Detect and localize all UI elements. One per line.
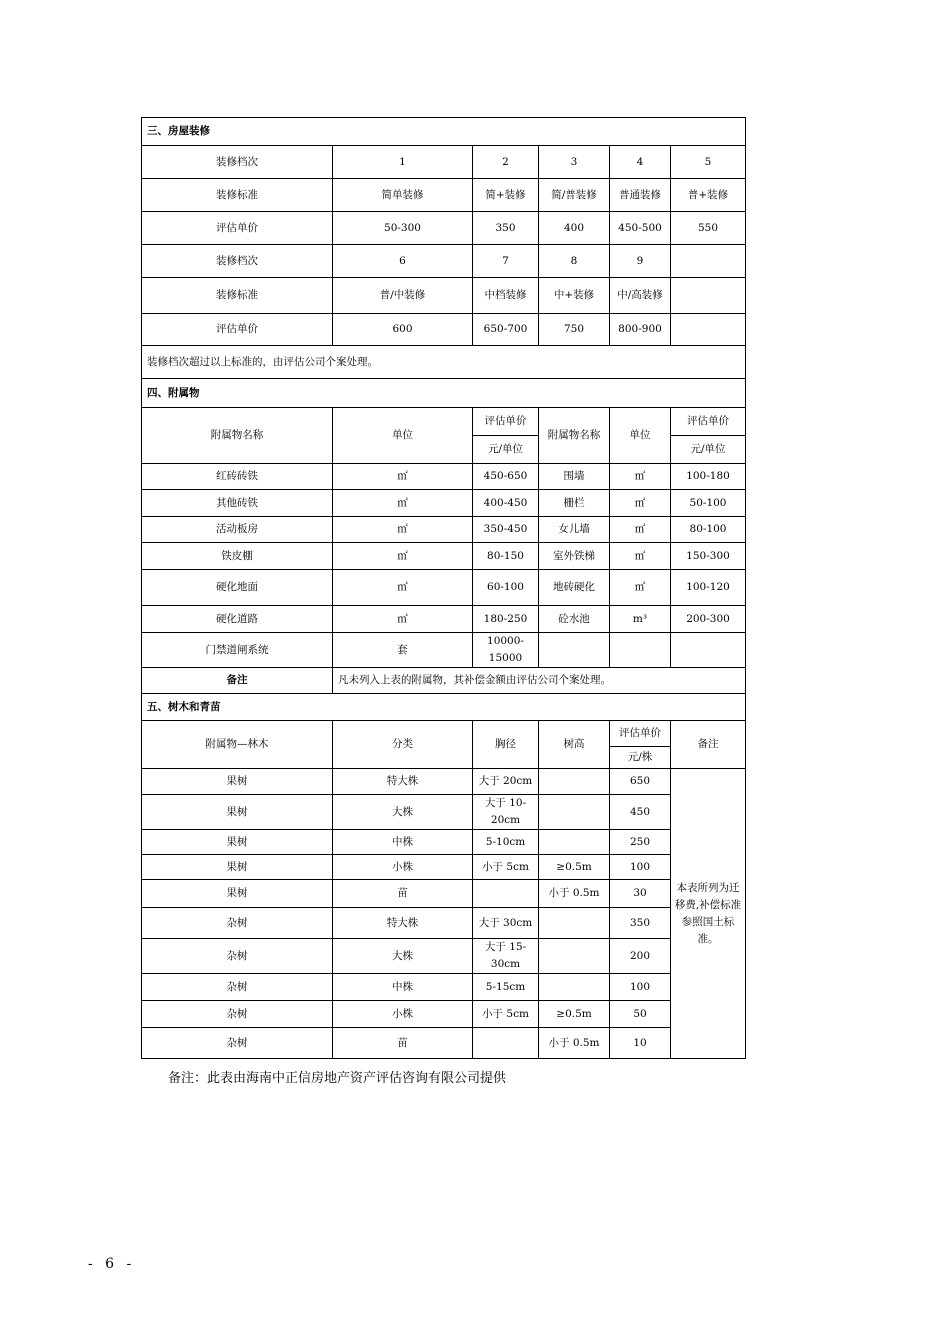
attachment-price: 100-180 — [671, 464, 746, 490]
decoration-value: 2 — [473, 146, 539, 179]
decoration-value: 简单装修 — [333, 179, 473, 212]
decoration-value: 中档装修 — [473, 278, 539, 314]
decoration-value: 9 — [610, 245, 671, 278]
tree-height — [539, 769, 610, 795]
tree-category: 小株 — [333, 855, 473, 880]
attachment-unit: ㎡ — [333, 464, 473, 490]
header-height: 树高 — [539, 721, 610, 769]
tree-category: 小株 — [333, 1001, 473, 1028]
tree-price: 250 — [610, 830, 671, 855]
tree-category: 大株 — [333, 795, 473, 830]
tree-diameter — [473, 1028, 539, 1059]
tree-price: 350 — [610, 908, 671, 939]
header-price-2: 评估单价 — [671, 408, 746, 436]
attachment-unit: ㎡ — [333, 606, 473, 633]
attachment-price: 10000-15000 — [473, 633, 539, 668]
attachment-row — [142, 570, 746, 606]
attachment-name: 砼水池 — [539, 606, 610, 633]
tree-price: 10 — [610, 1028, 671, 1059]
attachment-price: 400-450 — [473, 490, 539, 517]
decoration-value: 中/高装修 — [610, 278, 671, 314]
attachment-row — [142, 543, 746, 570]
decoration-value: 6 — [333, 245, 473, 278]
decoration-value: 400 — [539, 212, 610, 245]
header-unit: 单位 — [333, 408, 473, 464]
tree-row — [142, 1028, 746, 1059]
header-tree-name: 附属物—林木 — [142, 721, 333, 769]
decoration-value: 简+装修 — [473, 179, 539, 212]
attachment-name: 硬化地面 — [142, 570, 333, 606]
row-label: 装修档次 — [142, 146, 333, 179]
tree-price: 200 — [610, 939, 671, 974]
tree-name: 杂树 — [142, 1001, 333, 1028]
attachment-unit: ㎡ — [610, 490, 671, 517]
header-tree-price: 评估单价 — [610, 721, 671, 747]
attachment-row — [142, 490, 746, 517]
row-label: 装修标准 — [142, 179, 333, 212]
tree-name: 杂树 — [142, 908, 333, 939]
trees-header-row — [142, 721, 746, 747]
tree-row — [142, 908, 746, 939]
decoration-row — [142, 146, 746, 179]
attachment-name: 女儿墙 — [539, 517, 610, 543]
attachment-price: 450-650 — [473, 464, 539, 490]
decoration-row — [142, 179, 746, 212]
tree-diameter: 小于 5cm — [473, 1001, 539, 1028]
tree-price: 100 — [610, 974, 671, 1001]
decoration-value: 50-300 — [333, 212, 473, 245]
section-title-decoration: 三、房屋装修 — [142, 118, 746, 146]
attachment-name: 其他砖铁 — [142, 490, 333, 517]
empty-cell — [671, 245, 746, 278]
decoration-value: 800-900 — [610, 314, 671, 346]
header-diameter: 胸径 — [473, 721, 539, 769]
attachment-price: 150-300 — [671, 543, 746, 570]
attachment-row — [142, 464, 746, 490]
footnote: 备注：此表由海南中正信房地产资产评估咨询有限公司提供 — [168, 1071, 507, 1086]
row-label: 装修标准 — [142, 278, 333, 314]
tree-name: 杂树 — [142, 1028, 333, 1059]
header-price-unit: 元/单位 — [473, 436, 539, 464]
tree-row — [142, 974, 746, 1001]
attachments-remark: 凡未列入上表的附属物，其补偿金额由评估公司个案处理。 — [333, 668, 746, 694]
tree-name: 果树 — [142, 795, 333, 830]
valuation-table — [141, 117, 746, 1059]
tree-height: ≥0.5m — [539, 1001, 610, 1028]
row-label: 评估单价 — [142, 314, 333, 346]
tree-price: 450 — [610, 795, 671, 830]
empty-cell — [671, 278, 746, 314]
section-title-attachments: 四、附属物 — [142, 379, 746, 408]
decoration-value: 450-500 — [610, 212, 671, 245]
tree-diameter: 5-15cm — [473, 974, 539, 1001]
header-remark: 备注 — [671, 721, 746, 769]
tree-row — [142, 880, 746, 908]
decoration-row — [142, 245, 746, 278]
attachment-name: 栅栏 — [539, 490, 610, 517]
tree-row — [142, 769, 746, 795]
tree-height — [539, 974, 610, 1001]
attachment-unit: ㎡ — [610, 517, 671, 543]
attachment-name: 活动板房 — [142, 517, 333, 543]
attachment-price: 50-100 — [671, 490, 746, 517]
attachment-name: 围墙 — [539, 464, 610, 490]
section-header-row — [142, 379, 746, 408]
header-unit-2: 单位 — [610, 408, 671, 464]
attachment-unit: ㎡ — [333, 543, 473, 570]
attachment-unit: ㎡ — [333, 570, 473, 606]
remark-row — [142, 668, 746, 694]
attachment-unit: m³ — [610, 606, 671, 633]
decoration-value: 中+装修 — [539, 278, 610, 314]
attachment-price: 80-150 — [473, 543, 539, 570]
tree-diameter — [473, 880, 539, 908]
header-category: 分类 — [333, 721, 473, 769]
decoration-row — [142, 278, 746, 314]
attachment-unit: ㎡ — [610, 570, 671, 606]
tree-height — [539, 830, 610, 855]
tree-height — [539, 908, 610, 939]
attachment-unit: ㎡ — [610, 464, 671, 490]
attachment-price: 80-100 — [671, 517, 746, 543]
attachment-unit: ㎡ — [333, 517, 473, 543]
decoration-value: 600 — [333, 314, 473, 346]
header-attachment-name-2: 附属物名称 — [539, 408, 610, 464]
tree-row — [142, 795, 746, 830]
decoration-row — [142, 212, 746, 245]
decoration-value: 350 — [473, 212, 539, 245]
tree-height — [539, 939, 610, 974]
tree-name: 杂树 — [142, 974, 333, 1001]
section-header-row — [142, 118, 746, 146]
tree-name: 果树 — [142, 880, 333, 908]
decoration-row — [142, 314, 746, 346]
tree-diameter: 5-10cm — [473, 830, 539, 855]
tree-row — [142, 830, 746, 855]
tree-diameter: 小于 5cm — [473, 855, 539, 880]
tree-height: ≥0.5m — [539, 855, 610, 880]
remark-label: 备注 — [142, 668, 333, 694]
tree-category: 中株 — [333, 974, 473, 1001]
tree-category: 特大株 — [333, 769, 473, 795]
attachment-price: 100-120 — [671, 570, 746, 606]
row-label: 评估单价 — [142, 212, 333, 245]
attachment-name: 门禁道闸系统 — [142, 633, 333, 668]
attachment-name: 硬化道路 — [142, 606, 333, 633]
attachment-name: 室外铁梯 — [539, 543, 610, 570]
attachment-name: 铁皮棚 — [142, 543, 333, 570]
tree-diameter: 大于 15-30cm — [473, 939, 539, 974]
decoration-value: 8 — [539, 245, 610, 278]
attachments-header-row — [142, 408, 746, 436]
decoration-value: 1 — [333, 146, 473, 179]
attachment-price: 180-250 — [473, 606, 539, 633]
decoration-note: 装修档次超过以上标准的，由评估公司个案处理。 — [142, 346, 746, 379]
attachment-price — [671, 633, 746, 668]
tree-category: 苗 — [333, 1028, 473, 1059]
tree-price: 50 — [610, 1001, 671, 1028]
decoration-value: 普+装修 — [671, 179, 746, 212]
header-attachment-name: 附属物名称 — [142, 408, 333, 464]
decoration-value: 550 — [671, 212, 746, 245]
tree-category: 苗 — [333, 880, 473, 908]
header-price-unit-2: 元/单位 — [671, 436, 746, 464]
tree-name: 果树 — [142, 855, 333, 880]
tree-price: 30 — [610, 880, 671, 908]
attachment-price: 350-450 — [473, 517, 539, 543]
attachment-row — [142, 517, 746, 543]
decoration-value: 3 — [539, 146, 610, 179]
header-price: 评估单价 — [473, 408, 539, 436]
decoration-value: 普通装修 — [610, 179, 671, 212]
tree-height: 小于 0.5m — [539, 1028, 610, 1059]
attachment-name: 红砖砖铁 — [142, 464, 333, 490]
tree-category: 大株 — [333, 939, 473, 974]
decoration-value: 7 — [473, 245, 539, 278]
tree-category: 特大株 — [333, 908, 473, 939]
decoration-value: 简/普装修 — [539, 179, 610, 212]
attachment-name: 地砖硬化 — [539, 570, 610, 606]
tree-row — [142, 939, 746, 974]
tree-diameter: 大于 30cm — [473, 908, 539, 939]
empty-cell — [671, 314, 746, 346]
trees-remark: 本表所列为迁移费,补偿标准参照国土标准。 — [671, 769, 746, 1059]
decoration-value: 5 — [671, 146, 746, 179]
attachment-row — [142, 606, 746, 633]
tree-price: 650 — [610, 769, 671, 795]
tree-row — [142, 1001, 746, 1028]
decoration-value: 4 — [610, 146, 671, 179]
attachment-unit — [610, 633, 671, 668]
attachment-unit: ㎡ — [333, 490, 473, 517]
section-header-row — [142, 694, 746, 721]
tree-category: 中株 — [333, 830, 473, 855]
tree-row — [142, 855, 746, 880]
row-label: 装修档次 — [142, 245, 333, 278]
tree-diameter: 大于 10-20cm — [473, 795, 539, 830]
note-row — [142, 346, 746, 379]
attachment-price: 60-100 — [473, 570, 539, 606]
tree-price: 100 — [610, 855, 671, 880]
page-number: - 6 - — [88, 1256, 136, 1272]
tree-name: 杂树 — [142, 939, 333, 974]
tree-height — [539, 795, 610, 830]
decoration-value: 750 — [539, 314, 610, 346]
decoration-value: 650-700 — [473, 314, 539, 346]
attachment-price: 200-300 — [671, 606, 746, 633]
attachment-row — [142, 633, 746, 668]
section-title-trees: 五、树木和青苗 — [142, 694, 746, 721]
tree-height: 小于 0.5m — [539, 880, 610, 908]
tree-name: 果树 — [142, 769, 333, 795]
attachment-name — [539, 633, 610, 668]
tree-diameter: 大于 20cm — [473, 769, 539, 795]
attachment-unit: 套 — [333, 633, 473, 668]
valuation-table-body — [142, 118, 746, 1059]
header-tree-price-unit: 元/株 — [610, 747, 671, 769]
attachment-unit: ㎡ — [610, 543, 671, 570]
tree-name: 果树 — [142, 830, 333, 855]
decoration-value: 普/中装修 — [333, 278, 473, 314]
